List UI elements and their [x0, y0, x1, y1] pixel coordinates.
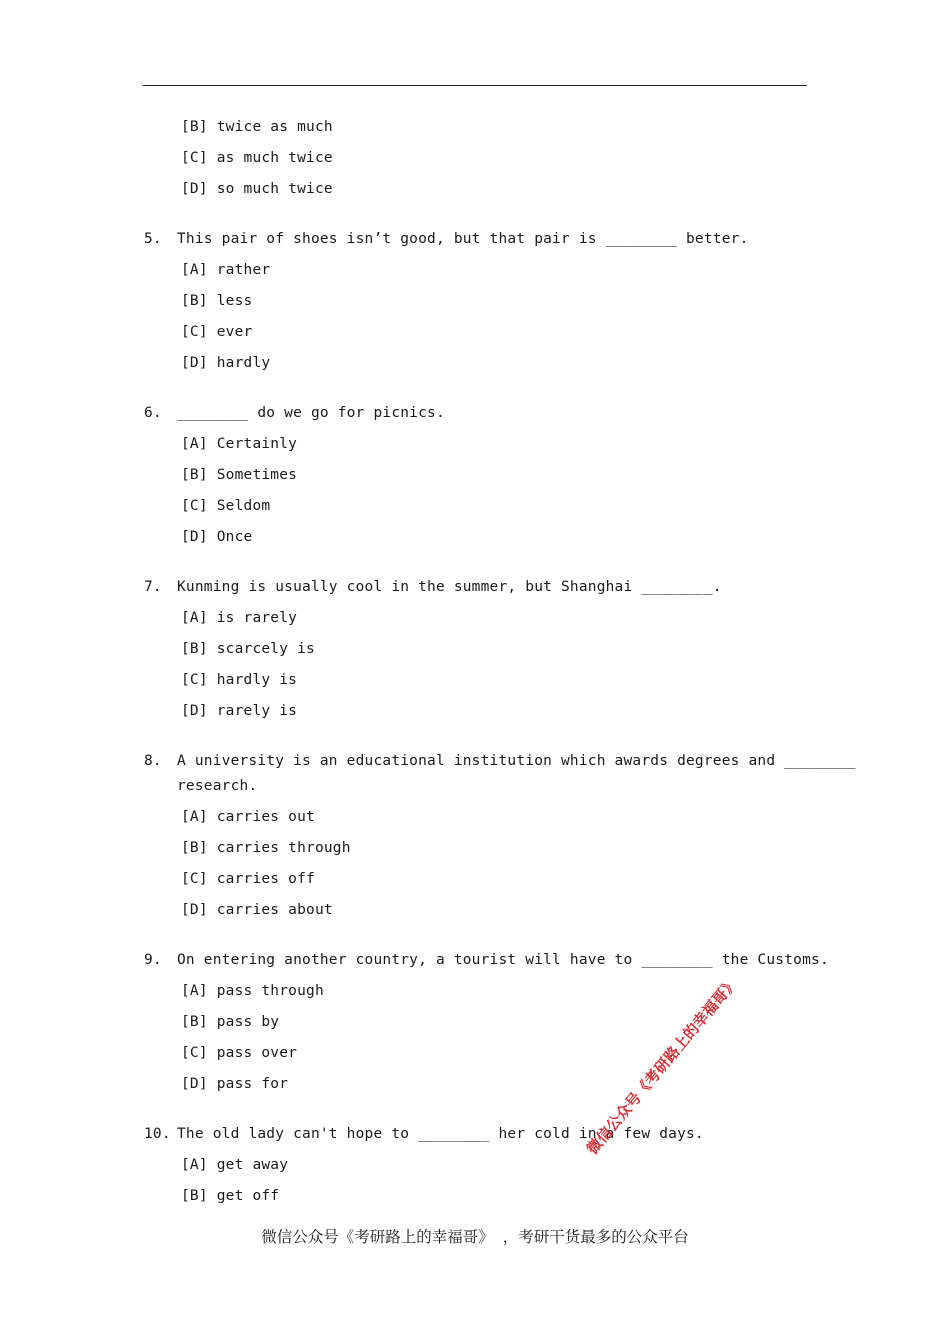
option: [A] rather [181, 262, 271, 278]
watermark-stamp: 微信公众号《考研路上的幸福哥》 [583, 973, 742, 1158]
footer-tagline: ，考研干货最多的公众平台 [502, 1228, 689, 1246]
page-footer [0, 1226, 950, 1248]
option-4c: [C] as much twice [181, 150, 333, 166]
option: [B] carries through [181, 840, 351, 856]
option: [D] pass for [181, 1076, 289, 1092]
question-number: 9. [144, 952, 162, 968]
option: [C] hardly is [181, 672, 298, 688]
option: [C] pass over [181, 1045, 298, 1061]
option: [C] carries off [181, 871, 315, 887]
option: [A] Certainly [181, 436, 298, 452]
option: [A] get away [181, 1157, 289, 1173]
question-text: ________ do we go for picnics. [177, 405, 445, 421]
option: [C] Seldom [181, 498, 271, 514]
option: [B] Sometimes [181, 467, 298, 483]
option: [B] scarcely is [181, 641, 315, 657]
option: [B] less [181, 293, 253, 309]
footer-account: 微信公众号《考研路上的幸福哥》 [261, 1228, 494, 1246]
question-number: 5. [144, 231, 162, 247]
option: [A] carries out [181, 809, 315, 825]
question-text: This pair of shoes isn’t good, but that pair is ________ better. [177, 231, 749, 247]
option-4d: [D] so much twice [181, 181, 333, 197]
option-4b: [B] twice as much [181, 119, 333, 135]
question-number: 7. [144, 579, 162, 595]
question-text-continued: research. [177, 778, 258, 794]
option: [D] Once [181, 529, 253, 545]
question-text: On entering another country, a tourist will have to ________ the Customs. [177, 952, 829, 968]
option: [D] hardly [181, 355, 271, 371]
question-text: The old lady can't hope to ________ her cold in a few days. [177, 1126, 704, 1142]
question-text: Kunming is usually cool in the summer, but Shanghai ________. [177, 579, 722, 595]
option: [B] pass by [181, 1014, 280, 1030]
option: [B] get off [181, 1188, 280, 1204]
option: [D] rarely is [181, 703, 298, 719]
option: [C] ever [181, 324, 253, 340]
option: [D] carries about [181, 902, 333, 918]
question-text: A university is an educational institution which awards degrees and ________ [177, 753, 856, 769]
question-number: 8. [144, 753, 162, 769]
option: [A] is rarely [181, 610, 298, 626]
question-number: 10. [144, 1126, 171, 1142]
option: [A] pass through [181, 983, 324, 999]
question-number: 6. [144, 405, 162, 421]
